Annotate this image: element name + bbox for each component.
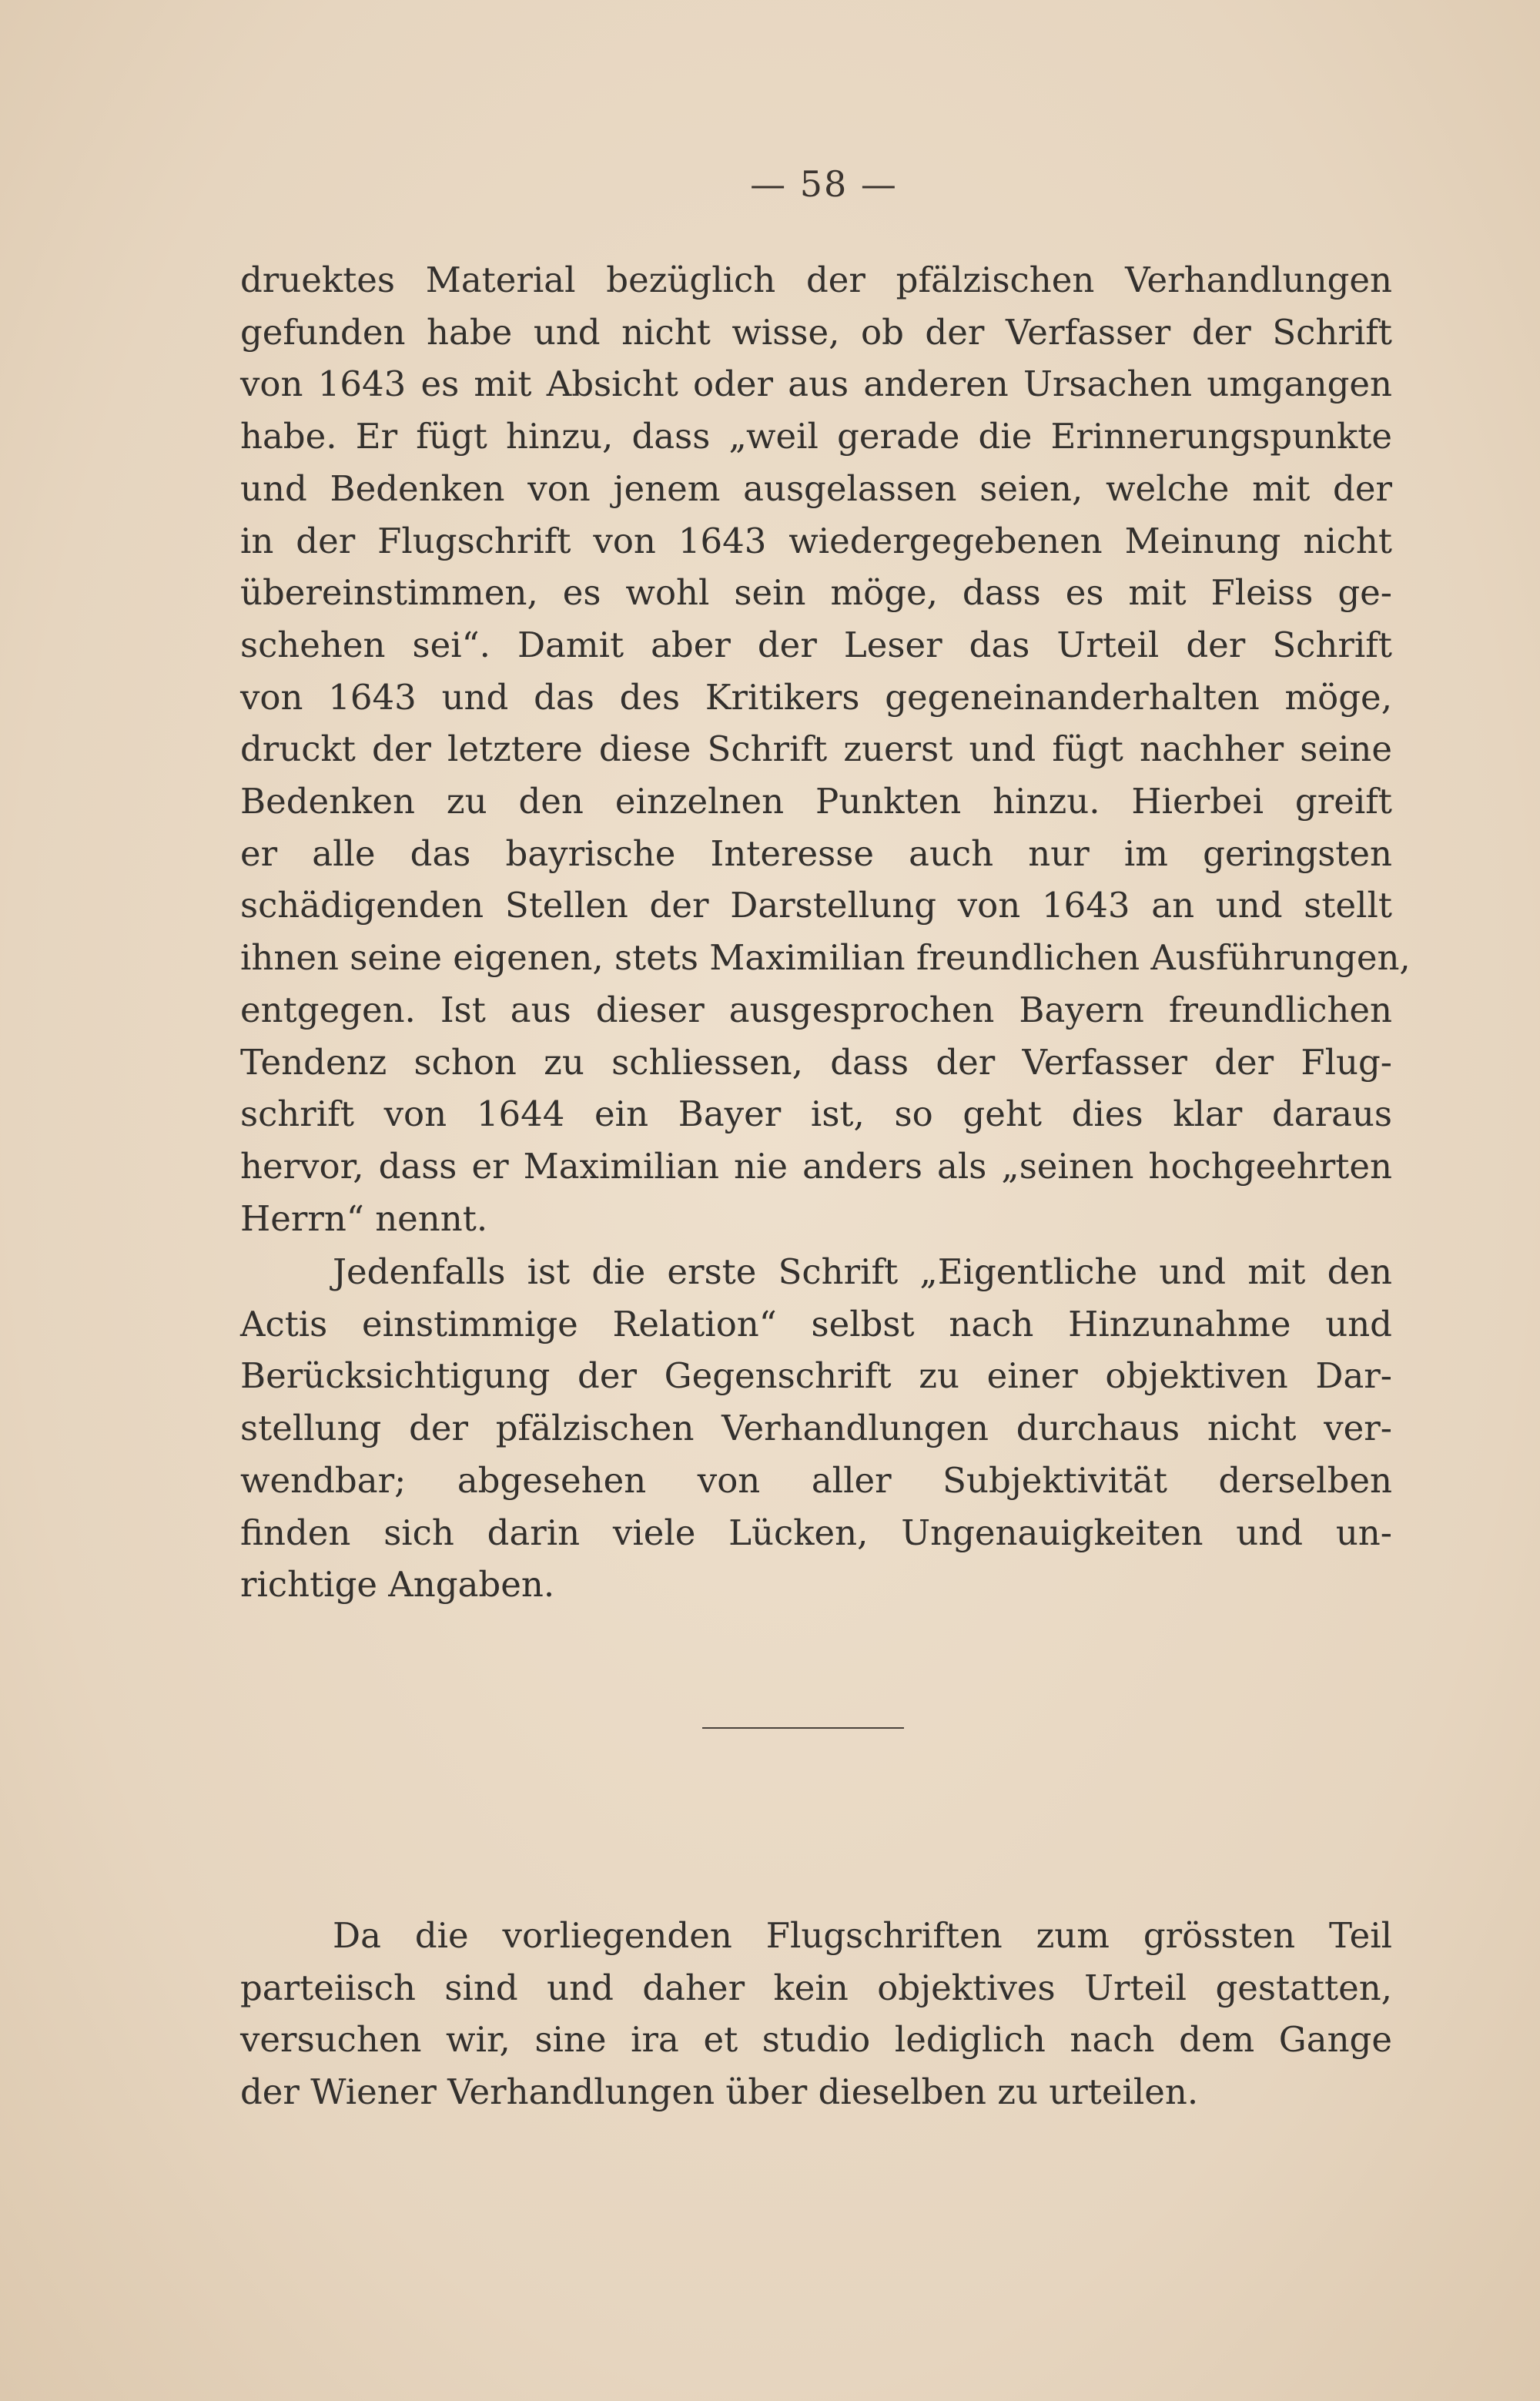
text-line: in der Flugschrift von 1643 wiedergegebenen Meinung nicht (240, 520, 1392, 561)
text-line: Berücksichtigung der Gegenschrift zu einer objektiven Dar- (240, 1355, 1392, 1397)
text-line: parteiisch sind und daher kein objektives Urteil gestatten, (240, 1967, 1392, 2008)
page-number: — 58 — (750, 163, 898, 205)
text-line: habe. Er fügt hinzu, dass „weil gerade die Erinnerungspunkte (240, 416, 1392, 457)
text-line: Herrn“ nennt. (240, 1197, 488, 1239)
text-line: Jedenfalls ist die erste Schrift „Eigentliche und mit den (333, 1251, 1392, 1292)
text-line: schrift von 1644 ein Bayer ist, so geht dies klar daraus (240, 1093, 1392, 1135)
text-line: er alle das bayrische Interesse auch nur im geringsten (240, 832, 1392, 874)
section-divider (702, 1727, 904, 1729)
text-line: Da die vorliegenden Flugschriften zum grössten Teil (333, 1915, 1392, 1956)
text-line: der Wiener Verhandlungen über dieselben zu urteilen. (240, 2071, 1199, 2113)
text-line: druektes Material bezüglich der pfälzischen Verhandlungen (240, 260, 1392, 300)
text-line: und Bedenken von jenem ausgelassen seien, welche mit der (240, 467, 1392, 509)
text-line: schehen sei“. Damit aber der Leser das Urteil der Schrift (240, 624, 1392, 665)
text-line: wendbar; abgesehen von aller Subjektivität derselben (240, 1459, 1392, 1501)
text-line: schädigenden Stellen der Darstellung von 1643 an und stellt (240, 885, 1392, 926)
text-line: hervor, dass er Maximilian nie anders als „seinen hochgeehrten (240, 1145, 1392, 1187)
text-line: von 1643 und das des Kritikers gegeneinanderhalten möge, (240, 676, 1392, 718)
text-line: Bedenken zu den einzelnen Punkten hinzu. Hierbei greift (240, 781, 1392, 822)
text-line: Actis einstimmige Relation“ selbst nach Hinzunahme und (240, 1303, 1392, 1344)
text-line: von 1643 es mit Absicht oder aus anderen Ursachen umgangen (240, 363, 1392, 405)
text-line: finden sich darin viele Lücken, Ungenauigkeiten und un- (240, 1512, 1392, 1553)
paragraph-1 (240, 254, 1411, 1244)
text-line: entgegen. Ist aus dieser ausgesprochen Bayern freundlichen (240, 989, 1392, 1030)
text-line: übereinstimmen, es wohl sein möge, dass es mit Fleiss ge- (240, 572, 1392, 614)
text-line: Tendenz schon zu schliessen, dass der Verfasser der Flug- (240, 1041, 1392, 1083)
text-line: gefunden habe und nicht wisse, ob der Verfasser der Schrift (240, 311, 1392, 353)
text-line: versuchen wir, sine ira et studio lediglich nach dem Gange (240, 2019, 1392, 2061)
paragraph-3 (240, 1910, 1392, 2118)
text-line: richtige Angaben. (240, 1564, 555, 1606)
text-line: druckt der letztere diese Schrift zuerst und fügt nachher seine (240, 728, 1392, 770)
paragraph-2 (240, 1246, 1392, 1611)
text-line: ihnen seine eigenen, stets Maximilian freundlichen Ausführungen, (240, 937, 1411, 979)
text-line: stellung der pfälzischen Verhandlungen durchaus nicht ver- (240, 1408, 1392, 1449)
